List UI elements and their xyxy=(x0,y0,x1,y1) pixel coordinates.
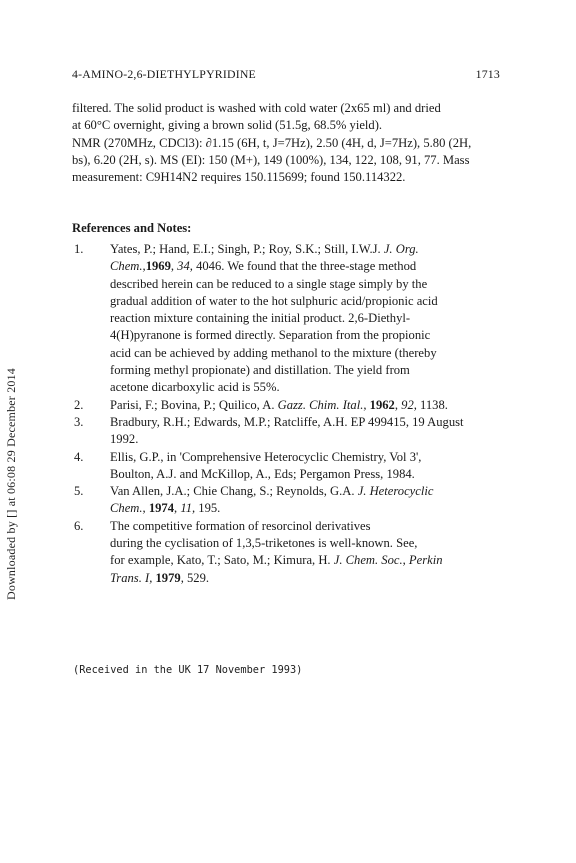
reference-number: 6. xyxy=(74,518,84,533)
body-line: bs), 6.20 (2H, s). MS (EI): 150 (M+), 149 (100%), 134, 122, 108, 91, 77. Mass xyxy=(72,152,470,167)
reference-year: 1969 xyxy=(145,259,171,274)
reference-text: 4046. We found that the three-stage method xyxy=(192,259,417,274)
reference-line: during the cyclisation of 1,3,5-triketones is well-known. See, xyxy=(110,536,418,551)
reference-line: The competitive formation of resorcinol derivatives xyxy=(110,518,371,533)
body-line: at 60°C overnight, giving a brown solid (51.5g, 68.5% yield). xyxy=(72,118,383,133)
reference-volume: 11, xyxy=(180,501,196,516)
reference-line xyxy=(110,500,512,517)
received-date: (Received in the UK 17 November 1993) xyxy=(73,664,303,676)
journal-name: J. Org. xyxy=(383,242,419,256)
reference-line xyxy=(110,483,512,500)
reference-year: 1979 xyxy=(152,570,181,585)
reference-authors: Yates, P.; Hand, E.I.; Singh, P.; Roy, S.K.; Still, I.W.J. xyxy=(110,242,384,256)
experimental-paragraph xyxy=(72,100,510,186)
running-title: 4-AMINO-2,6-DIETHYLPYRIDINE xyxy=(72,67,256,81)
reference-pages: , 529. xyxy=(180,570,210,585)
journal-name: Trans. I, xyxy=(110,570,153,585)
reference-pages: 195. xyxy=(195,501,221,516)
reference-year: 1974 xyxy=(145,501,175,516)
reference-line xyxy=(110,552,512,569)
journal-name: J. Chem. Soc., Perkin xyxy=(333,553,443,568)
reference-number: 3. xyxy=(74,414,84,429)
reference-number: 4. xyxy=(74,449,84,464)
reference-item-2 xyxy=(72,397,512,414)
body-line: filtered. The solid product is washed with cold water (2x65 ml) and dried xyxy=(72,101,441,115)
reference-sep: , xyxy=(394,397,402,412)
page-number: 1713 xyxy=(475,67,500,81)
reference-pages: 1138. xyxy=(416,397,448,412)
download-watermark: Downloaded by [] at 06:08 29 December 2014 xyxy=(4,367,18,600)
reference-number: 1. xyxy=(74,242,84,256)
reference-item-4 xyxy=(72,449,512,484)
reference-sep: , xyxy=(170,259,178,274)
reference-line: acid can be achieved by adding methanol to the mixture (thereby xyxy=(110,345,437,360)
reference-line: reaction mixture containing the initial product. 2,6-Diethyl- xyxy=(110,311,411,326)
reference-item-5 xyxy=(72,483,512,518)
reference-item-3 xyxy=(72,414,512,449)
reference-line: forming methyl propionate) and distillation. The yield from xyxy=(110,363,410,378)
reference-sep: , xyxy=(174,501,181,516)
reference-line: described herein can be reduced to a single stage simply by the xyxy=(110,276,428,291)
journal-name: Chem., xyxy=(110,501,146,516)
reference-line: gradual addition of water to the hot sulphuric acid/propionic acid xyxy=(110,293,438,308)
reference-authors: for example, Kato, T.; Sato, M.; Kimura, H. xyxy=(110,553,334,568)
reference-line: Boulton, A.J. and McKillop, A., Eds; Pergamon Press, 1984. xyxy=(110,466,415,481)
reference-item-1 xyxy=(72,241,512,397)
reference-number: 2. xyxy=(74,397,84,412)
reference-list xyxy=(72,241,512,587)
body-line: measurement: C9H14N2 requires 150.115699; found 150.114322. xyxy=(72,170,406,185)
reference-line xyxy=(110,258,512,275)
reference-line: Bradbury, R.H.; Edwards, M.P.; Ratcliffe, A.H. EP 499415, 19 August xyxy=(110,414,464,429)
reference-line: Ellis, G.P., in 'Comprehensive Heterocyclic Chemistry, Vol 3', xyxy=(110,449,422,464)
reference-line: acetone dicarboxylic acid is 55%. xyxy=(110,380,280,395)
journal-name: Gazz. Chim. Ital., xyxy=(277,397,367,412)
reference-volume: 92, xyxy=(401,397,417,412)
reference-line xyxy=(110,397,512,414)
reference-line: 1992. xyxy=(110,432,139,447)
reference-authors: Van Allen, J.A.; Chie Chang, S.; Reynolds, G.A. xyxy=(110,484,358,499)
journal-name: Chem., xyxy=(110,259,146,274)
reference-volume: 34, xyxy=(177,259,193,274)
journal-name: J. Heterocyclic xyxy=(357,484,434,499)
references-heading: References and Notes: xyxy=(72,221,192,235)
reference-line xyxy=(110,570,512,587)
body-line: NMR (270MHz, CDCl3): ∂1.15 (6H, t, J=7Hz), 2.50 (4H, d, J=7Hz), 5.80 (2H, xyxy=(72,135,472,150)
reference-authors: Parisi, F.; Bovina, P.; Quilico, A. xyxy=(110,397,278,412)
reference-item-6 xyxy=(72,518,512,587)
reference-number: 5. xyxy=(74,484,84,499)
reference-line: 4(H)pyranone is formed directly. Separation from the propionic xyxy=(110,328,431,343)
reference-year: 1962 xyxy=(369,397,395,412)
reference-line xyxy=(110,241,512,258)
